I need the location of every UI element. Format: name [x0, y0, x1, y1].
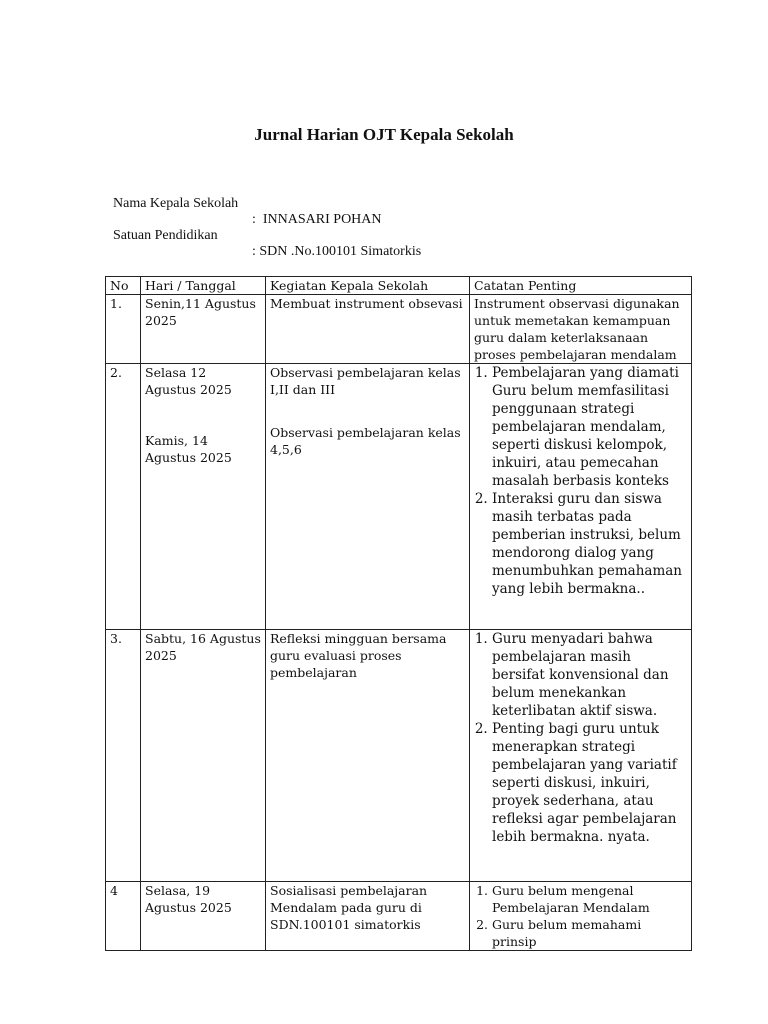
table-row — [106, 364, 692, 630]
row-activity-cell — [266, 364, 470, 630]
row-no: 2. — [106, 364, 141, 630]
principal-name-value: : INNASARI POHAN — [252, 212, 382, 227]
note-item: 1. Guru menyadari bahwa pembelajaran masih bersifat konvensional dan belum menekankan keterlibatan aktif siswa. — [492, 630, 687, 720]
row-no: 3. — [106, 630, 141, 882]
journal-table — [105, 276, 692, 951]
row-no: 4 — [106, 882, 141, 951]
table-row — [106, 295, 692, 364]
document-title: Jurnal Harian OJT Kepala Sekolah — [254, 125, 514, 144]
note-item: 2. Penting bagi guru untuk menerapkan strategi pembelajaran yang variatif seperti diskusi, inkuiri, proyek sederhana, atau refleksi agar pembelajaran lebih bermakna. nyata. — [492, 720, 687, 846]
table-row — [106, 882, 692, 951]
note-item: 2. Guru belum memahami prinsip — [492, 916, 687, 950]
note-item: 1. Guru belum mengenal Pembelajaran Mendalam — [492, 882, 687, 916]
row-no: 1. — [106, 295, 141, 364]
row-activity-second: Observasi pembelajaran kelas 4,5,6 — [270, 425, 461, 457]
row-note: Instrument observasi digunakan untuk memetakan kemampuan guru dalam keterlaksanaan proses pembelajaran mendalam — [470, 295, 692, 364]
row-date: Sabtu, 16 Agustus 2025 — [141, 630, 266, 882]
row-notes-cell — [470, 630, 692, 882]
school-unit-label: Satuan Pendidikan — [113, 228, 218, 243]
table-header-row — [106, 277, 692, 295]
row-activity: Refleksi mingguan bersama guru evaluasi proses pembelajaran — [266, 630, 470, 882]
principal-name-label: Nama Kepala Sekolah — [113, 196, 239, 211]
header-date: Hari / Tanggal — [141, 277, 266, 295]
header-no: No — [106, 277, 141, 295]
notes-list — [474, 882, 687, 950]
table-row — [106, 630, 692, 882]
row-activity: Membuat instrument obsevasi — [266, 295, 470, 364]
note-item: 1. Pembelajaran yang diamati Guru belum memfasilitasi penggunaan strategi pembelajaran mendalam, seperti diskusi kelompok, inkuiri, atau pemecahan masalah berbasis konteks — [492, 364, 687, 490]
row-activity: Sosialisasi pembelajaran Mendalam pada guru di SDN.100101 simatorkis — [266, 882, 470, 951]
notes-list — [474, 364, 687, 598]
header-notes: Catatan Penting — [470, 277, 692, 295]
row-activity: Observasi pembelajaran kelas I,II dan III — [270, 365, 461, 397]
note-item: 2. Interaksi guru dan siswa masih terbatas pada pemberian instruksi, belum mendorong dialog yang menumbuhkan pemahaman yang lebih bermakna.. — [492, 490, 687, 598]
row-notes-cell — [470, 882, 692, 951]
school-unit-value: : SDN .No.100101 Simatorkis — [252, 244, 422, 259]
row-date: Senin,11 Agustus 2025 — [141, 295, 266, 364]
row-date-cell — [141, 364, 266, 630]
header-activity: Kegiatan Kepala Sekolah — [266, 277, 470, 295]
row-date: Selasa, 19 Agustus 2025 — [141, 882, 266, 951]
row-date: Selasa 12 Agustus 2025 — [145, 365, 232, 397]
row-notes-cell — [470, 364, 692, 630]
row-date-second: Kamis, 14 Agustus 2025 — [145, 433, 232, 465]
notes-list — [474, 630, 687, 846]
